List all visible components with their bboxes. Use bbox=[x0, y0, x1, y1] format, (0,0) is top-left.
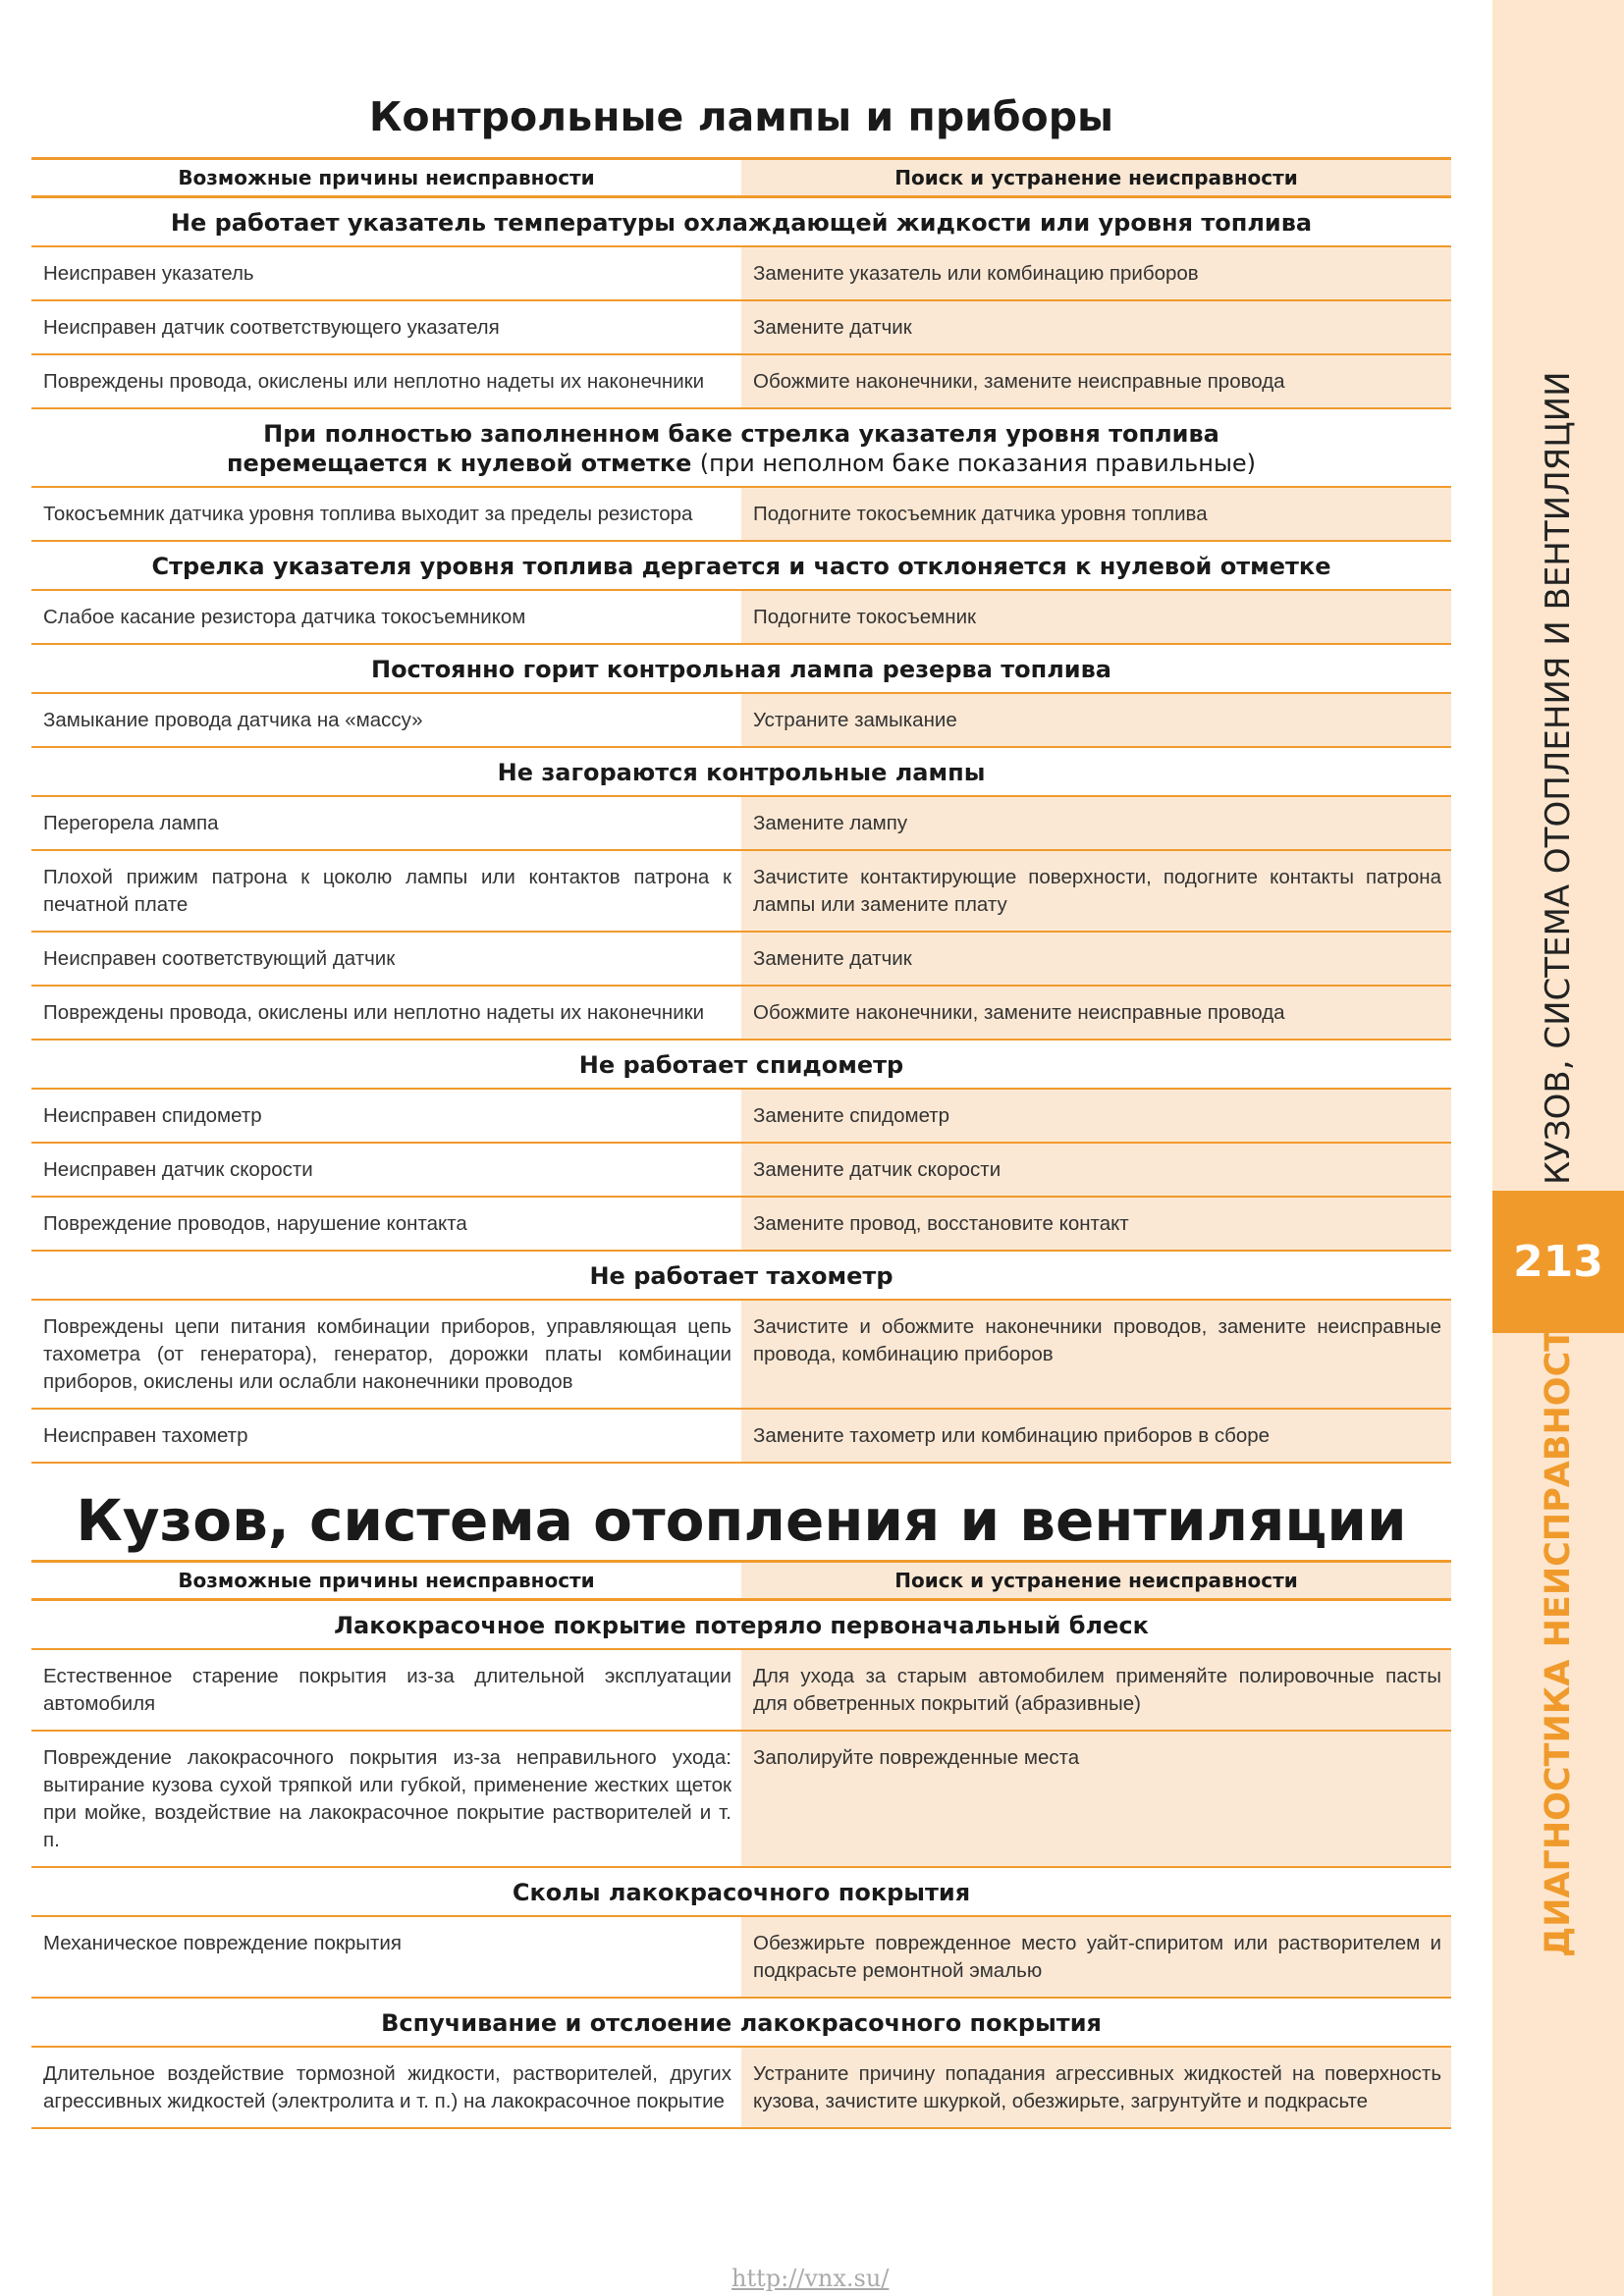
table-row bbox=[31, 1731, 1451, 1867]
fix-cell: Замените датчик bbox=[741, 932, 1451, 986]
fix-cell: Замените тахометр или комбинацию приборов в сборе bbox=[741, 1409, 1451, 1463]
group-heading-text: Не загораются контрольные лампы bbox=[31, 747, 1451, 796]
cause-cell: Повреждены провода, окислены или неплотно надеты их наконечники bbox=[31, 354, 741, 408]
group-heading bbox=[31, 408, 1451, 487]
table-row bbox=[31, 487, 1451, 541]
page-number: 213 bbox=[1492, 1191, 1624, 1333]
group-heading-text: Не работает указатель температуры охлаждающей жидкости или уровня топлива bbox=[31, 197, 1451, 247]
group-heading bbox=[31, 197, 1451, 247]
fix-cell: Подогните токосъемник датчика уровня топлива bbox=[741, 487, 1451, 541]
fix-cell: Заполируйте поврежденные места bbox=[741, 1731, 1451, 1867]
group-heading-text: Не работает спидометр bbox=[31, 1040, 1451, 1089]
table-row bbox=[31, 1197, 1451, 1251]
heading-line: При полностью заполненном баке стрелка указателя уровня топлива bbox=[263, 420, 1219, 448]
cause-cell: Слабое касание резистора датчика токосъемником bbox=[31, 590, 741, 644]
table-row bbox=[31, 300, 1451, 354]
group-heading-text: Стрелка указателя уровня топлива дергается и часто отклоняется к нулевой отметке bbox=[31, 541, 1451, 590]
cause-cell: Замыкание провода датчика на «массу» bbox=[31, 693, 741, 747]
table-row bbox=[31, 1089, 1451, 1143]
troubleshooting-table bbox=[31, 157, 1451, 1464]
group-heading-text: Постоянно горит контрольная лампа резерва топлива bbox=[31, 644, 1451, 693]
footer-url[interactable]: http://vnx.su/ bbox=[731, 2265, 890, 2292]
heading-line: перемещается к нулевой отметке bbox=[226, 450, 692, 477]
group-heading-text: Вспучивание и отслоение лакокрасочного покрытия bbox=[31, 1998, 1451, 2047]
group-heading-text: Сколы лакокрасочного покрытия bbox=[31, 1867, 1451, 1916]
group-heading bbox=[31, 1867, 1451, 1916]
cause-cell: Повреждены цепи питания комбинации приборов, управляющая цепь тахометра (от генератора), генератор, дорожки платы комбинации приборов, окислены или ослабли наконечники проводов bbox=[31, 1300, 741, 1409]
cause-cell: Неисправен датчик скорости bbox=[31, 1143, 741, 1197]
group-heading bbox=[31, 644, 1451, 693]
cause-cell: Длительное воздействие тормозной жидкости, растворителей, других агрессивных жидкостей (электролита и т. п.) на лакокрасочное покрытие bbox=[31, 2047, 741, 2128]
table-row bbox=[31, 932, 1451, 986]
cause-cell: Неисправен датчик соответствующего указателя bbox=[31, 300, 741, 354]
group-heading-text bbox=[31, 408, 1451, 487]
table-row bbox=[31, 1649, 1451, 1731]
column-header-causes: Возможные причины неисправности bbox=[31, 159, 741, 197]
table-row bbox=[31, 2047, 1451, 2128]
cause-cell: Токосъемник датчика уровня топлива выходит за пределы резистора bbox=[31, 487, 741, 541]
fix-cell: Зачистите контактирующие поверхности, подогните контакты патрона лампы или замените плату bbox=[741, 850, 1451, 932]
cause-cell: Механическое повреждение покрытия bbox=[31, 1916, 741, 1998]
group-heading bbox=[31, 1040, 1451, 1089]
fix-cell: Для ухода за старым автомобилем применяйте полировочные пасты для обветренных покрытий (абразивные) bbox=[741, 1649, 1451, 1731]
table-row bbox=[31, 590, 1451, 644]
table-row bbox=[31, 850, 1451, 932]
cause-cell: Неисправен тахометр bbox=[31, 1409, 741, 1463]
group-heading bbox=[31, 1600, 1451, 1650]
fix-cell: Зачистите и обожмите наконечники проводов, замените неисправные провода, комбинацию приборов bbox=[741, 1300, 1451, 1409]
table-row bbox=[31, 693, 1451, 747]
fix-cell: Устраните замыкание bbox=[741, 693, 1451, 747]
group-heading bbox=[31, 541, 1451, 590]
fix-cell: Замените датчик bbox=[741, 300, 1451, 354]
table-row bbox=[31, 1143, 1451, 1197]
table-row bbox=[31, 1300, 1451, 1409]
fix-cell: Замените провод, восстановите контакт bbox=[741, 1197, 1451, 1251]
table-row bbox=[31, 986, 1451, 1040]
fix-cell: Устраните причину попадания агрессивных жидкостей на поверхность кузова, зачистите шкуркой, обезжирьте, загрунтуйте и подкрасьте bbox=[741, 2047, 1451, 2128]
fix-cell: Обожмите наконечники, замените неисправные провода bbox=[741, 354, 1451, 408]
table-header bbox=[31, 159, 1451, 197]
table-row bbox=[31, 354, 1451, 408]
troubleshooting-table bbox=[31, 1560, 1451, 2129]
section-title-vertical: ДИАГНОСТИКА НЕИСПРАВНОСТЕЙ bbox=[1539, 1275, 1578, 1957]
cause-cell: Повреждение лакокрасочного покрытия из-за неправильного ухода: вытирание кузова сухой тряпкой или губкой, применение жестких щеток при мойке, воздействие на лакокрасочное покрытие растворителей и т. п. bbox=[31, 1731, 741, 1867]
cause-cell: Плохой прижим патрона к цоколю лампы или контактов патрона к печатной плате bbox=[31, 850, 741, 932]
cause-cell: Неисправен указатель bbox=[31, 246, 741, 300]
fix-cell: Замените указатель или комбинацию приборов bbox=[741, 246, 1451, 300]
section-title: Кузов, система отопления и вентиляции bbox=[76, 1487, 1407, 1554]
main-content bbox=[31, 0, 1451, 2129]
table-row bbox=[31, 796, 1451, 850]
cause-cell: Перегорела лампа bbox=[31, 796, 741, 850]
section-title: Контрольные лампы и приборы bbox=[368, 93, 1114, 140]
fix-cell: Обезжирьте поврежденное место уайт-спиритом или растворителем и подкрасьте ремонтной эмалью bbox=[741, 1916, 1451, 1998]
group-heading bbox=[31, 1251, 1451, 1300]
heading-note: (при неполном баке показания правильные) bbox=[699, 450, 1257, 477]
table-row bbox=[31, 1409, 1451, 1463]
cause-cell: Повреждены провода, окислены или неплотно надеты их наконечники bbox=[31, 986, 741, 1040]
fix-cell: Замените лампу bbox=[741, 796, 1451, 850]
group-heading-text: Не работает тахометр bbox=[31, 1251, 1451, 1300]
cause-cell: Повреждение проводов, нарушение контакта bbox=[31, 1197, 741, 1251]
fix-cell: Подогните токосъемник bbox=[741, 590, 1451, 644]
cause-cell: Неисправен спидометр bbox=[31, 1089, 741, 1143]
fix-cell: Замените спидометр bbox=[741, 1089, 1451, 1143]
table-row bbox=[31, 1916, 1451, 1998]
cause-cell: Неисправен соответствующий датчик bbox=[31, 932, 741, 986]
column-header-causes: Возможные причины неисправности bbox=[31, 1562, 741, 1600]
group-heading bbox=[31, 747, 1451, 796]
table-row bbox=[31, 246, 1451, 300]
column-header-fixes: Поиск и устранение неисправности bbox=[741, 1562, 1451, 1600]
group-heading-text: Лакокрасочное покрытие потеряло первоначальный блеск bbox=[31, 1600, 1451, 1650]
chapter-title-vertical: КУЗОВ, СИСТЕМА ОТОПЛЕНИЯ И ВЕНТИЛЯЦИИ bbox=[1539, 371, 1578, 1185]
table-header bbox=[31, 1562, 1451, 1600]
fix-cell: Замените датчик скорости bbox=[741, 1143, 1451, 1197]
fix-cell: Обожмите наконечники, замените неисправные провода bbox=[741, 986, 1451, 1040]
group-heading bbox=[31, 1998, 1451, 2047]
column-header-fixes: Поиск и устранение неисправности bbox=[741, 159, 1451, 197]
cause-cell: Естественное старение покрытия из-за длительной эксплуатации автомобиля bbox=[31, 1649, 741, 1731]
